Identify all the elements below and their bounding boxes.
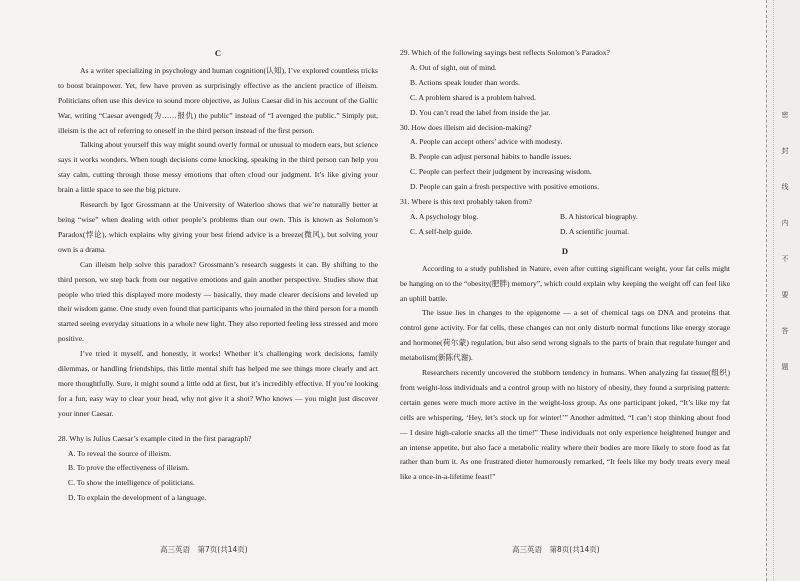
seal-line-notice [780, 110, 790, 372]
question-29-option-c[interactable]: C. A problem shared is a problem halved. [410, 92, 536, 102]
question-31-option-a[interactable]: A. A psychology blog. [410, 211, 479, 221]
page-footer-left: 高三英语 第7页(共14页) [160, 545, 248, 554]
seal-char: 答 [781, 327, 789, 335]
question-31-option-c[interactable]: C. A self-help guide. [410, 226, 473, 236]
passage-d-paragraph-3: Researchers recently uncovered the stubborn tendency in humans. When analyzing fat tissue(组织) from weight-loss individuals and a control group with no history of obesity, they found a surprising pattern: certain genes were much more active in the weight-loss group. As one participant joked, “It’s like my fat cells are whispering, ‘Hey, let’s stock up for winter!’” Another admitted, “I can’t stop thinking about food — I desire high-calorie snacks all the time!” These individuals not only experience heightened hunger and an intense appetite, but also face a metabolic reality where their bodies are more likely to store food as fat rather than burn it. As one frustrated dieter humorously remarked, “It feels like my body treats every meal like a once-in-a-lifetime feast!” [400, 368, 730, 482]
passage-c-paragraph-3: Research by Igor Grossmann at the University of Waterloo shows that we’re naturally better at being “wise” when dealing with other people’s problems than our own. This is known as Solomon’s Paradox(悖论), which explains why giving your best friend advice is a breeze(微风), but solving your own is a drama. [58, 200, 378, 254]
question-28: 28. Why is Julius Caesar’s example cited in the first paragraph? [58, 433, 252, 443]
question-30-option-c[interactable]: C. People can perfect their judgment by increasing wisdom. [410, 167, 592, 177]
question-31-options-row-2 [410, 225, 730, 240]
seal-char: 不 [781, 255, 789, 263]
seal-char: 题 [781, 363, 789, 371]
question-31: 31. Where is this text probably taken from? [400, 197, 532, 207]
seal-char: 密 [781, 111, 789, 119]
question-28-option-d[interactable]: D. To explain the development of a language. [68, 493, 207, 503]
question-30-option-b[interactable]: B. People can adjust personal habits to handle issues. [410, 152, 572, 162]
section-title-c: C [214, 48, 222, 58]
question-29-option-d[interactable]: D. You can’t read the label from inside the jar. [410, 107, 551, 117]
left-column [58, 46, 378, 506]
seal-char: 要 [781, 291, 789, 299]
seal-char: 内 [781, 219, 789, 227]
question-28-option-b[interactable]: B. To prove the effectiveness of illeism. [68, 463, 190, 473]
passage-c-paragraph-5: I’ve tried it myself, and honestly, it works! Whether it’s challenging work decisions, family dilemmas, or handling friendships, this little mental shift has helped me see things more clearly and act more thoughtfully. Sure, it might sound a little odd at first, but it’s incredibly effective. If you’re looking for a fun, easy way to clear your head, why not give it a shot? Who knows — you might just discover your inner Caesar. [58, 349, 378, 418]
seal-line [773, 0, 774, 581]
seal-char: 封 [781, 147, 789, 155]
question-31-options-row-1 [410, 210, 730, 225]
section-title-d: D [561, 245, 569, 256]
question-28-option-a[interactable]: A. To reveal the source of illeism. [68, 448, 172, 458]
question-28-option-c[interactable]: C. To show the intelligence of politicians. [68, 478, 195, 488]
question-31-option-b[interactable]: B. A historical biography. [560, 211, 638, 221]
passage-c-paragraph-2: Talking about yourself this way might sound overly formal or unusual to modern ears, but science says it works wonders. When tough decisions come knocking, speaking in the third person can help you stay calm, cutting through those messy emotions that often cloud our judgment. It’s like giving your brain a little space to see the big picture. [58, 140, 378, 195]
passage-d-paragraph-2: The issue lies in changes to the epigenome — a set of chemical tags on DNA and proteins that control gene activity. For fat cells, these changes can not only disturb normal functions like energy storage and hormone(荷尔蒙) regulation, but also send wrong signals to the parts of brain that regulate hunger and metabolism(新陈代谢). [400, 308, 730, 363]
right-column [400, 46, 730, 485]
question-29: 29. Which of the following sayings best reflects Solomon’s Paradox? [400, 48, 610, 57]
passage-c-paragraph-4: Can illeism help solve this paradox? Grossmann’s research suggests it can. By shifting to the third person, we step back from our negative emotions and gain another perspective. Studies show that people who tried this displayed more modesty — basically, they made clearer decisions and leveled up their wisdom game. One study even found that participants who journaled in the third person for a month started seeing everyday situations in a whole new light. They also reported feeling less stressed and more positive. [58, 259, 378, 344]
question-30-option-d[interactable]: D. People can gain a fresh perspective with positive emotions. [410, 182, 600, 192]
passage-d-paragraph-1: According to a study published in Nature, even after cutting significant weight, your fat cells might be hanging on to the “obesity(肥胖) memory”, which could explain why keeping the weight off can feel like an uphill battle. [400, 263, 730, 303]
seal-char: 线 [781, 183, 789, 191]
question-29-option-b[interactable]: B. Actions speak louder than words. [410, 77, 520, 87]
question-30-option-a[interactable]: A. People can accept others’ advice with modesty. [410, 137, 563, 147]
question-29-option-a[interactable]: A. Out of sight, out of mind. [410, 62, 497, 72]
passage-c-paragraph-1: As a writer specializing in psychology and human cognition(认知), I’ve explored countless tricks to boost brainpower. Yet, few have proven as surprisingly effective as the ancient practice of illeism. Politicians often use this device to sound more objective, as Julius Caesar did in his account of the Gallic War, writing “Caesar avenged(为……报仇) the public” instead of “I avenged the public.” Simply put, illeism is the act of referring to oneself in the third person instead of the first person. [58, 65, 378, 135]
page-footer-right: 高三英语 第8页(共14页) [512, 545, 600, 554]
question-31-option-d[interactable]: D. A scientific journal. [560, 226, 629, 236]
question-30: 30. How does illeism aid decision-making? [400, 122, 532, 132]
